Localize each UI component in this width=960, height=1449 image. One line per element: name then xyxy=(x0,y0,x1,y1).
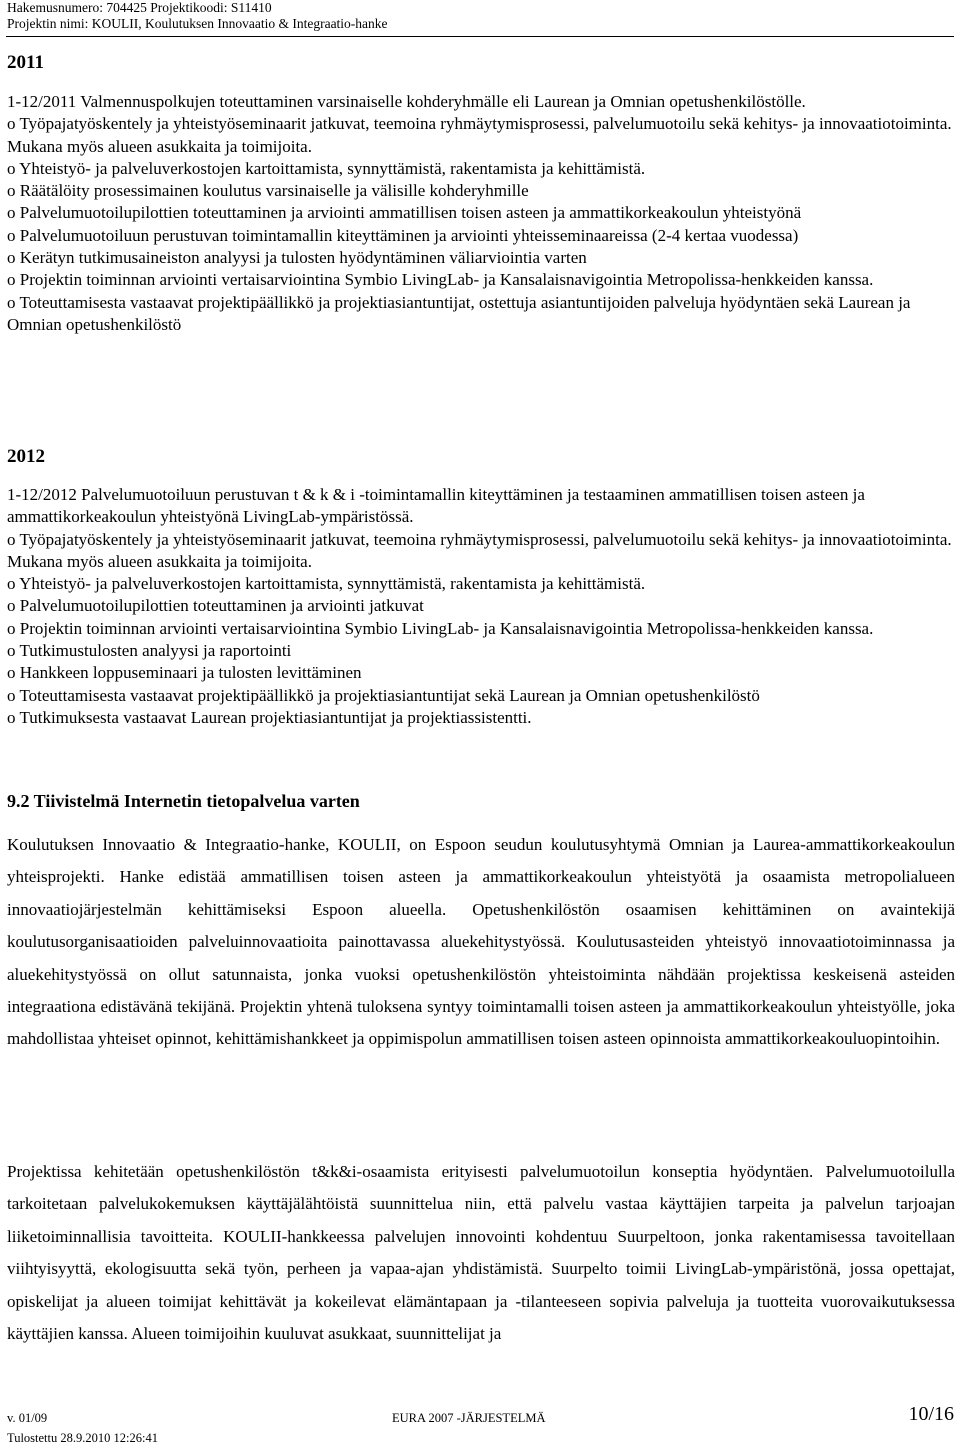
list-item: o Tutkimuksesta vastaavat Laurean projektiasiantuntijat ja projektiassistentti. xyxy=(7,707,532,727)
list-item: o Työpajatyöskentely ja yhteistyöseminaarit jatkuvat, teemoina ryhmäytymisprosessi, palvelumuotoilu sekä kehitys- ja innovaatiotoiminta. Mukana myös alueen asukkaita ja toimijoita. xyxy=(7,114,952,156)
list-item: o Toteuttamisesta vastaavat projektipäällikkö ja projektiasiantuntijat sekä Laurean ja Omnian opetushenkilöstö xyxy=(7,685,760,705)
list-item: o Tutkimustulosten analyysi ja raportointi xyxy=(7,641,292,661)
year-2011-title: 2011 xyxy=(7,52,44,73)
footer-version: v. 01/09 xyxy=(7,1411,48,1425)
list-item: o Palvelumuotoiluun perustuvan toimintamallin kiteyttäminen ja arviointi yhteisseminaareissa (2-4 kertaa vuodessa) xyxy=(7,225,799,245)
list-item: o Palvelumuotoilupilottien toteuttaminen ja arviointi ammatillisen toisen asteen ja ammattikorkeakoulun yhteistyönä xyxy=(7,203,802,223)
list-item: o Toteuttamisesta vastaavat projektipäällikkö ja projektiasiantuntijat, ostettuja asiantuntijoiden palveluja hyödyntäen sekä Laurean ja Omnian opetushenkilöstö xyxy=(7,292,911,334)
list-item: o Yhteistyö- ja palveluverkostojen kartoittamista, synnyttämistä, rakentamista ja kehittämistä. xyxy=(7,158,646,178)
list-item: o Hankkeen loppuseminaari ja tulosten levittäminen xyxy=(7,663,362,683)
list-item: o Räätälöity prosessimainen koulutus varsinaiselle ja välisille kohderyhmille xyxy=(7,181,529,201)
page-number: 10/16 xyxy=(908,1403,954,1425)
application-number: Hakemusnumero: 704425 Projektikoodi: S11410 xyxy=(7,0,272,15)
project-name: Projektin nimi: KOULII, Koulutuksen Innovaatio & Integraatio-hanke xyxy=(7,16,388,31)
list-item: 1-12/2012 Palvelumuotoiluun perustuvan t & k & i -toimintamallin kiteyttäminen ja testaaminen ammatillisen toisen asteen ja ammattikorkeakoulun yhteistyönä LivingLab-ympäristössä. xyxy=(7,485,865,527)
list-item: 1-12/2011 Valmennuspolkujen toteuttaminen varsinaiselle kohderyhmälle eli Laurean ja Omnian opetushenkilöstölle. xyxy=(7,92,806,111)
year-2011-block xyxy=(7,91,955,336)
list-item: o Yhteistyö- ja palveluverkostojen kartoittamista, synnyttämistä, rakentamista ja kehittämistä. xyxy=(7,574,646,594)
year-2012-title: 2012 xyxy=(7,446,45,467)
header-divider xyxy=(6,36,954,37)
year-2012-block xyxy=(7,484,955,729)
list-item: o Kerätyn tutkimusaineiston analyysi ja tulosten hyödyntäminen väliarviointia varten xyxy=(7,248,587,268)
summary-paragraph-2: Projektissa kehitetään opetushenkilöstön t&k&i-osaamista erityisesti palvelumuotoilun konseptia hyödyntäen. Palvelumuotoilulla tarkoitetaan palvelukokemuksen käyttäjälähtöistä suunnittelua niin, että palvelu vastaa käyttäjien tarpeita ja palvelun tarjoajan liiketoiminnallisia tavoitteita. KOULII-hankkeessa palvelujen innovointi kohdentuu Suurpeltoon, jonka rakentamisessa tavoitellaan viihtyisyyttä, ekologisuutta sekä työn, perheen ja vapaa-ajan yhdistämistä. Suurpelto toimii LivingLab-ympäristönä, jossa opettajat, opiskelijat ja alueen toimijat kehittävät ja kokeilevat elämäntapaan ja -tilanteeseen sopivia palveluja ja tuotteita vuorovaikutuksessa käyttäjien kanssa. Alueen toimijoihin kuuluvat asukkaat, suunnittelijat ja xyxy=(7,1162,955,1344)
list-item: o Työpajatyöskentely ja yhteistyöseminaarit jatkuvat, teemoina ryhmäytymisprosessi, palvelumuotoilu sekä kehitys- ja innovaatiotoiminta. Mukana myös alueen asukkaita ja toimijoita. xyxy=(7,529,952,571)
footer-system: EURA 2007 -JÄRJESTELMÄ xyxy=(392,1411,546,1425)
list-item: o Palvelumuotoilupilottien toteuttaminen ja arviointi jatkuvat xyxy=(7,596,424,616)
summary-paragraph-1: Koulutuksen Innovaatio & Integraatio-hanke, KOULII, on Espoon seudun koulutusyhtymä Omnian ja Laurea-ammattikorkeakoulun yhteisprojekti. Hanke edistää ammatillisen toisen asteen ja ammattikorkeakoulun yhteistyötä ja osaamista metropolialueen innovaatiojärjestelmän kehittämiseksi Espoon alueella. Opetushenkilöstön osaamisen kehittäminen on avaintekijä koulutusorganisaatioiden palveluinnovaatioita painottavassa aluekehitystyössä. Koulutusasteiden yhteistyö innovaatiotoiminnassa ja aluekehitystyössä on ollut satunnaista, jonka vuoksi opetushenkilöstön yhteistoiminta nähdään projektissa keskeisenä asteiden integraationa edistävänä tekijänä. Projektin yhtenä tuloksena syntyy toimintamalli toisen asteen ja ammattikorkeakoulun yhteistyölle, joka mahdollistaa yhteiset opinnot, kehittämishankkeet ja oppimispolun ammatillisen toisen asteen opinnoista ammattikorkeakouluopintoihin. xyxy=(7,835,955,1049)
list-item: o Projektin toiminnan arviointi vertaisarviointina Symbio LivingLab- ja Kansalaisnavigointia Metropolissa-henkkeiden kanssa. xyxy=(7,618,874,638)
section-heading: 9.2 Tiivistelmä Internetin tietopalvelua varten xyxy=(7,791,360,811)
list-item: o Projektin toiminnan arviointi vertaisarviointina Symbio LivingLab- ja Kansalaisnavigointia Metropolissa-henkkeiden kanssa. xyxy=(7,270,874,290)
footer-printed: Tulostettu 28.9.2010 12:26:41 xyxy=(7,1431,158,1445)
document-header xyxy=(7,0,388,32)
